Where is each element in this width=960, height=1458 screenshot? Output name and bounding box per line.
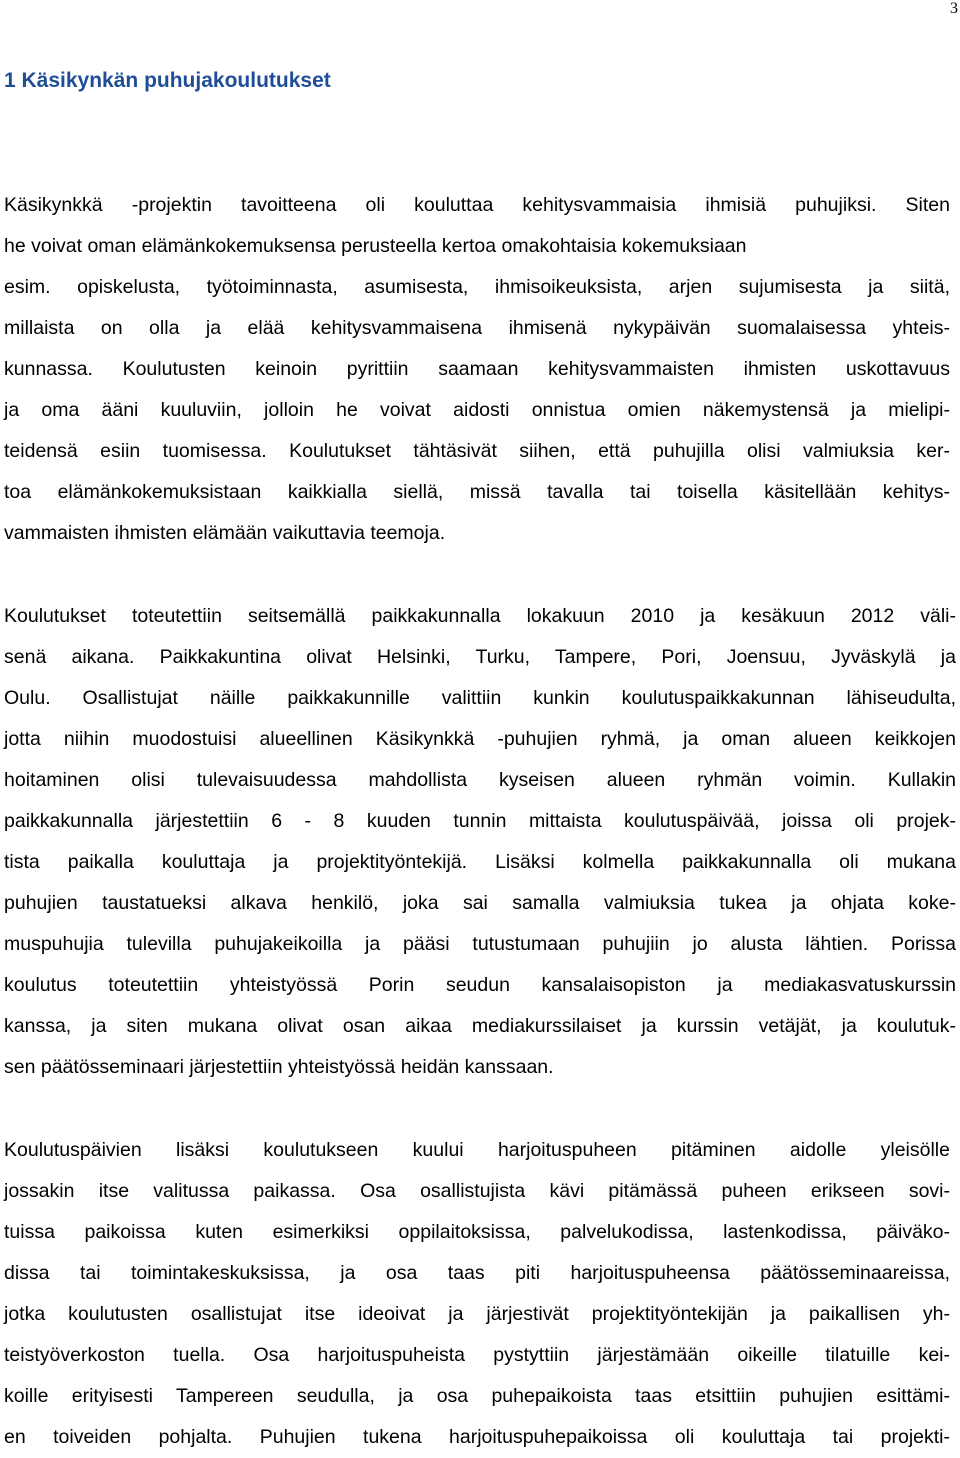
paragraph-3: [4, 1130, 950, 1458]
paragraph-line: tuissa paikoissa kuten esimerkiksi oppilaitoksissa, palvelukodissa, lastenkodissa, päiväko-: [4, 1221, 950, 1243]
section-heading: 1 Käsikynkän puhujakoulutukset: [4, 69, 331, 92]
paragraph-2: [4, 596, 956, 1088]
paragraph-line: toa elämänkokemuksistaan kaikkialla siellä, missä tavalla tai toisella käsitellään kehitys-: [4, 481, 950, 503]
paragraph-line: koille erityisesti Tampereen seudulla, ja osa puhepaikoista taas etsittiin puhujien esittämi-: [4, 1385, 950, 1407]
paragraph-line: Koulutukset toteutettiin seitsemällä paikkakunnalla lokakuun 2010 ja kesäkuun 2012 väli-: [4, 605, 956, 627]
paragraph-line: esim. opiskelusta, työtoiminnasta, asumisesta, ihmisoikeuksista, arjen sujumisesta ja siitä,: [4, 276, 950, 298]
paragraph-line: Oulu. Osallistujat näille paikkakunnille valittiin kunkin koulutuspaikkakunnan lähiseudulta,: [4, 687, 956, 709]
paragraph-line: muspuhujia tulevilla puhujakeikoilla ja pääsi tutustumaan puhujiin jo alusta lähtien. Porissa: [4, 933, 956, 955]
paragraph-line: kunnassa. Koulutusten keinoin pyrittiin saamaan kehitysvammaisten ihmisten uskottavuus: [4, 358, 950, 380]
paragraph-line: sen päätösseminaari järjestettiin yhteistyössä heidän kanssaan.: [4, 1056, 554, 1078]
paragraph-line: teidensä esiin tuomisessa. Koulutukset tähtäsivät siihen, että puhujilla olisi valmiuksia ker-: [4, 440, 950, 462]
paragraph-line: Käsikynkkä -projektin tavoitteena oli kouluttaa kehitysvammaisia ihmisiä puhujiksi. Siten: [4, 194, 950, 216]
paragraph-line: ja oma ääni kuuluviin, jolloin he voivat aidosti onnistua omien näkemystensä ja mielipi-: [4, 399, 950, 421]
paragraph-line: millaista on olla ja elää kehitysvammaisena ihmisenä nykypäivän suomalaisessa yhteis-: [4, 317, 950, 339]
paragraph-line: senä aikana. Paikkakuntina olivat Helsinki, Turku, Tampere, Pori, Joensuu, Jyväskylä ja: [4, 646, 956, 668]
paragraph-line: dissa tai toimintakeskuksissa, ja osa taas piti harjoituspuheensa päätösseminaareissa,: [4, 1262, 950, 1284]
paragraph-line: jotka koulutusten osallistujat itse ideoivat ja järjestivät projektityöntekijän ja paikallisen yh-: [4, 1303, 950, 1325]
page-number: 3: [950, 0, 958, 17]
paragraph-line: hoitaminen olisi tulevaisuudessa mahdollista kyseisen alueen ryhmän voimin. Kullakin: [4, 769, 956, 791]
paragraph-line: Koulutuspäivien lisäksi koulutukseen kuului harjoituspuheen pitäminen aidolle yleisölle: [4, 1139, 950, 1161]
paragraph-line: jossakin itse valitussa paikassa. Osa osallistujista kävi pitämässä puheen erikseen sovi-: [4, 1180, 950, 1202]
paragraph-line: jotta niihin muodostuisi alueellinen Käsikynkkä -puhujien ryhmä, ja oman alueen keikkojen: [4, 728, 956, 750]
paragraph-line: puhujien taustatueksi alkava henkilö, joka sai samalla valmiuksia tukea ja ohjata koke-: [4, 892, 956, 914]
paragraph-line: kanssa, ja siten mukana olivat osan aikaa mediakurssilaiset ja kurssin vetäjät, ja koulutuk-: [4, 1015, 956, 1037]
paragraph-line: en toiveiden pohjalta. Puhujien tukena harjoituspuhepaikoissa oli kouluttaja tai projekti-: [4, 1426, 950, 1448]
paragraph-line: paikkakunnalla järjestettiin 6 - 8 kuuden tunnin mittaista koulutuspäivää, joissa oli projek-: [4, 810, 956, 832]
paragraph-line: he voivat oman elämänkokemuksensa perusteella kertoa omakohtaisia kokemuksiaan: [4, 235, 747, 257]
paragraph-line: teistyöverkoston tuella. Osa harjoituspuheista pystyttiin järjestämään oikeille tilatuille kei-: [4, 1344, 950, 1366]
paragraph-line: tista paikalla kouluttaja ja projektityöntekijä. Lisäksi kolmella paikkakunnalla oli mukana: [4, 851, 956, 873]
paragraph-line: vammaisten ihmisten elämään vaikuttavia teemoja.: [4, 522, 446, 544]
paragraph-line: koulutus toteutettiin yhteistyössä Porin seudun kansalaisopiston ja mediakasvatuskurssin: [4, 974, 956, 996]
paragraph-1: [4, 185, 950, 554]
